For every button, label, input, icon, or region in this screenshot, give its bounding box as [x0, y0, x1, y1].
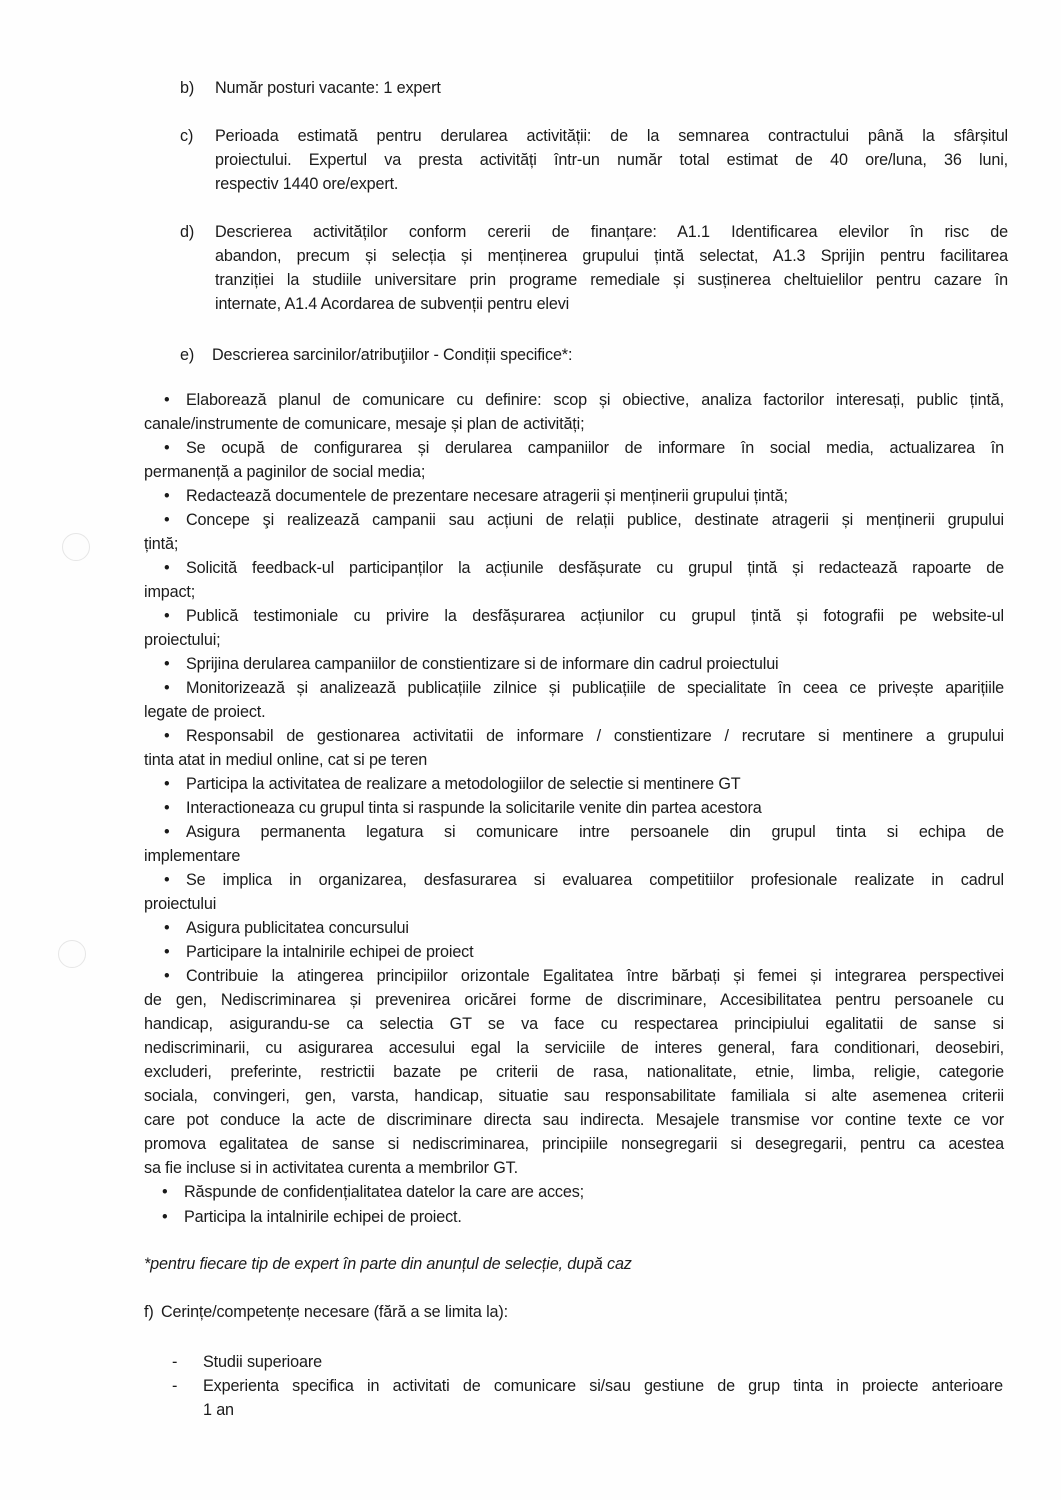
- dash-bullet-icon: -: [172, 1377, 178, 1395]
- list-item-text: Se ocupă de configurarea și derularea campaniilor de informare în social media, actualizarea în: [186, 439, 1004, 457]
- list-item-text: Redactează documentele de prezentare necesare atragerii și menținerii grupului țintă;: [186, 487, 788, 505]
- footnote: *pentru fiecare tip de expert în parte din anunțul de selecție, după caz: [144, 1255, 632, 1273]
- list-item: [144, 436, 1004, 484]
- list-item: [144, 724, 1004, 772]
- bullet-icon: •: [164, 775, 170, 793]
- list-item-text: nediscriminarii, cu asigurarea accesului egal la serviciile de interes general, fara conditionari, deosebiri,: [144, 1039, 1004, 1057]
- list-item: [144, 484, 1004, 508]
- list-item-text: Concepe şi realizează campanii sau acțiuni de relații publice, destinate atragerii și menținerii grupului: [186, 511, 1004, 529]
- list-item: [144, 1205, 1004, 1229]
- section-text-line: Perioada estimată pentru derularea activității: de la semnarea contractului până la sfârșitul: [215, 127, 1008, 145]
- list-item: [144, 508, 1004, 556]
- list-item: [144, 940, 1004, 964]
- list-item-text: Participa la intalnirile echipei de proiect.: [184, 1208, 462, 1226]
- list-item-text: Sprijina derularea campaniilor de constientizare si de informare din cadrul proiectului: [186, 655, 779, 673]
- section-text: Cerințe/competențe necesare (fără a se limita la):: [161, 1303, 508, 1321]
- bullet-icon: •: [164, 823, 170, 841]
- section-text-line: respectiv 1440 ore/expert.: [215, 175, 399, 193]
- bullet-icon: •: [164, 679, 170, 697]
- list-item-text: legate de proiect.: [144, 703, 266, 721]
- list-item: [144, 556, 1004, 604]
- list-item-text: Solicită feedback-ul participanților la acțiunile desfășurate cu grupul țintă și redactează rapoarte de: [186, 559, 1004, 577]
- bullet-icon: •: [164, 727, 170, 745]
- list-item: [144, 868, 1004, 916]
- list-item-text: Participare la intalnirile echipei de proiect: [186, 943, 474, 961]
- section-text-line: internate, A1.4 Acordarea de subvenții pentru elevi: [215, 295, 570, 313]
- list-item: [144, 796, 1004, 820]
- bullet-icon: •: [162, 1208, 168, 1226]
- list-item-text: Asigura permanenta legatura si comunicare intre persoanele din grupul tinta si echipa de: [186, 823, 1004, 841]
- list-item-text: Se implica in organizarea, desfasurarea si evaluarea competitiilor profesionale realizate in cadrul: [186, 871, 1004, 889]
- list-item-text: sociala, convingeri, gen, varsta, handicap, situatie sau responsabilitate familiala si alte asemenea criterii: [144, 1087, 1004, 1105]
- section-label: d): [180, 223, 195, 241]
- bullet-icon: •: [164, 391, 170, 409]
- list-item: [144, 388, 1004, 436]
- list-item-text: excluderi, preferinte, restrictii bazate pe criterii de rasa, nationalitate, etnie, limba, religie, categorie: [144, 1063, 1004, 1081]
- list-item: [144, 820, 1004, 868]
- dash-bullet-icon: -: [172, 1353, 178, 1371]
- section-label: e): [180, 346, 195, 364]
- list-item-text: promova egalitatea de sanse si nediscriminarea, principiile nonsegregarii si desegregarii, pentru ca acestea: [144, 1135, 1004, 1153]
- section-label: b): [180, 79, 195, 97]
- section-text: Descrierea sarcinilor/atribuţiilor - Condiții specifice*:: [212, 346, 573, 364]
- list-item-text: sa fie incluse si in activitatea curenta a membrilor GT.: [144, 1159, 518, 1177]
- list-item-text: Experienta specifica in activitati de comunicare si/sau gestiune de grup tinta in proiecte anterioare: [203, 1377, 1003, 1395]
- list-item-text: Elaborează planul de comunicare cu definire: scop și obiective, analiza factorilor interesați, public țintă,: [186, 391, 1004, 409]
- list-item-text: Publică testimoniale cu privire la desfășurarea acțiunilor cu grupul țintă și fotografii pe website-ul: [186, 607, 1004, 625]
- list-item-text: proiectului: [144, 895, 217, 913]
- list-item-text: permanență a paginilor de social media;: [144, 463, 426, 481]
- bullet-icon: •: [164, 655, 170, 673]
- section-text-line: abandon, precum și selecția și menținerea grupului țintă selectat, A1.3 Sprijin pentru facilitarea: [215, 247, 1008, 265]
- bullet-icon: •: [164, 487, 170, 505]
- bullet-icon: •: [164, 511, 170, 529]
- list-item: [144, 916, 1004, 940]
- bullet-icon: •: [164, 919, 170, 937]
- section-text: Număr posturi vacante: 1 expert: [215, 79, 441, 97]
- section-text-line: Descrierea activităților conform cererii de finanțare: A1.1 Identificarea elevilor în risc de: [215, 223, 1008, 241]
- list-item: [144, 964, 1004, 1180]
- punch-hole-mark: [62, 533, 90, 561]
- list-item-text: de gen, Nediscriminarea și prevenirea oricărei forme de discriminare, Accesibilitatea pentru persoanele cu: [144, 991, 1004, 1009]
- list-item-text: impact;: [144, 583, 196, 601]
- list-item-text: Răspunde de confidențialitatea datelor la care are acces;: [184, 1183, 584, 1201]
- section-text-line: tranziției la studiile universitare prin programe remediale și susținerea cheltuielilor pentru cazare în: [215, 271, 1008, 289]
- bullet-icon: •: [164, 871, 170, 889]
- list-item-text: tinta atat in mediul online, cat si pe teren: [144, 751, 428, 769]
- list-item-text: 1 an: [203, 1401, 234, 1419]
- section-label: f): [144, 1303, 154, 1321]
- list-item-text: Studii superioare: [203, 1353, 322, 1371]
- list-item-text: Monitorizează și analizează publicațiile zilnice și publicațiile de specialitate în ceea ce privește aparițiile: [186, 679, 1004, 697]
- bullet-icon: •: [162, 1183, 168, 1201]
- bullet-icon: •: [164, 967, 170, 985]
- list-item-text: canale/instrumente de comunicare, mesaje și plan de activități;: [144, 415, 585, 433]
- punch-hole-mark: [58, 940, 86, 968]
- section-label: c): [180, 127, 194, 145]
- bullet-icon: •: [164, 439, 170, 457]
- list-item-text: țintă;: [144, 535, 179, 553]
- list-item-text: Interactioneaza cu grupul tinta si raspunde la solicitarile venite din partea acestora: [186, 799, 762, 817]
- list-item: [144, 604, 1004, 652]
- section-text-line: proiectului. Expertul va presta activități într-un număr total estimat de 40 ore/luna, 36 luni,: [215, 151, 1008, 169]
- list-item: [144, 1180, 1004, 1204]
- bullet-icon: •: [164, 943, 170, 961]
- bullet-icon: •: [164, 559, 170, 577]
- list-item-text: handicap, asigurandu-se ca selectia GT se va face cu respectarea principiului egalitatii de sanse si: [144, 1015, 1004, 1033]
- list-item: [144, 772, 1004, 796]
- list-item-text: implementare: [144, 847, 241, 865]
- list-item-text: Responsabil de gestionarea activitatii de informare / constientizare / recrutare si mentinere a grupului: [186, 727, 1004, 745]
- list-item-text: Asigura publicitatea concursului: [186, 919, 409, 937]
- list-item-text: care pot conduce la acte de discriminare directa sau indirecta. Mesajele transmise vor contine texte ce vor: [144, 1111, 1004, 1129]
- bullet-icon: •: [164, 607, 170, 625]
- list-item-text: proiectului;: [144, 631, 221, 649]
- list-item-text: Contribuie la atingerea principiilor orizontale Egalitatea între bărbați și femei și integrarea perspectivei: [186, 967, 1004, 985]
- bullet-icon: •: [164, 799, 170, 817]
- list-item: [144, 652, 1004, 676]
- list-item-text: Participa la activitatea de realizare a metodologiilor de selectie si mentinere GT: [186, 775, 741, 793]
- list-item: [144, 676, 1004, 724]
